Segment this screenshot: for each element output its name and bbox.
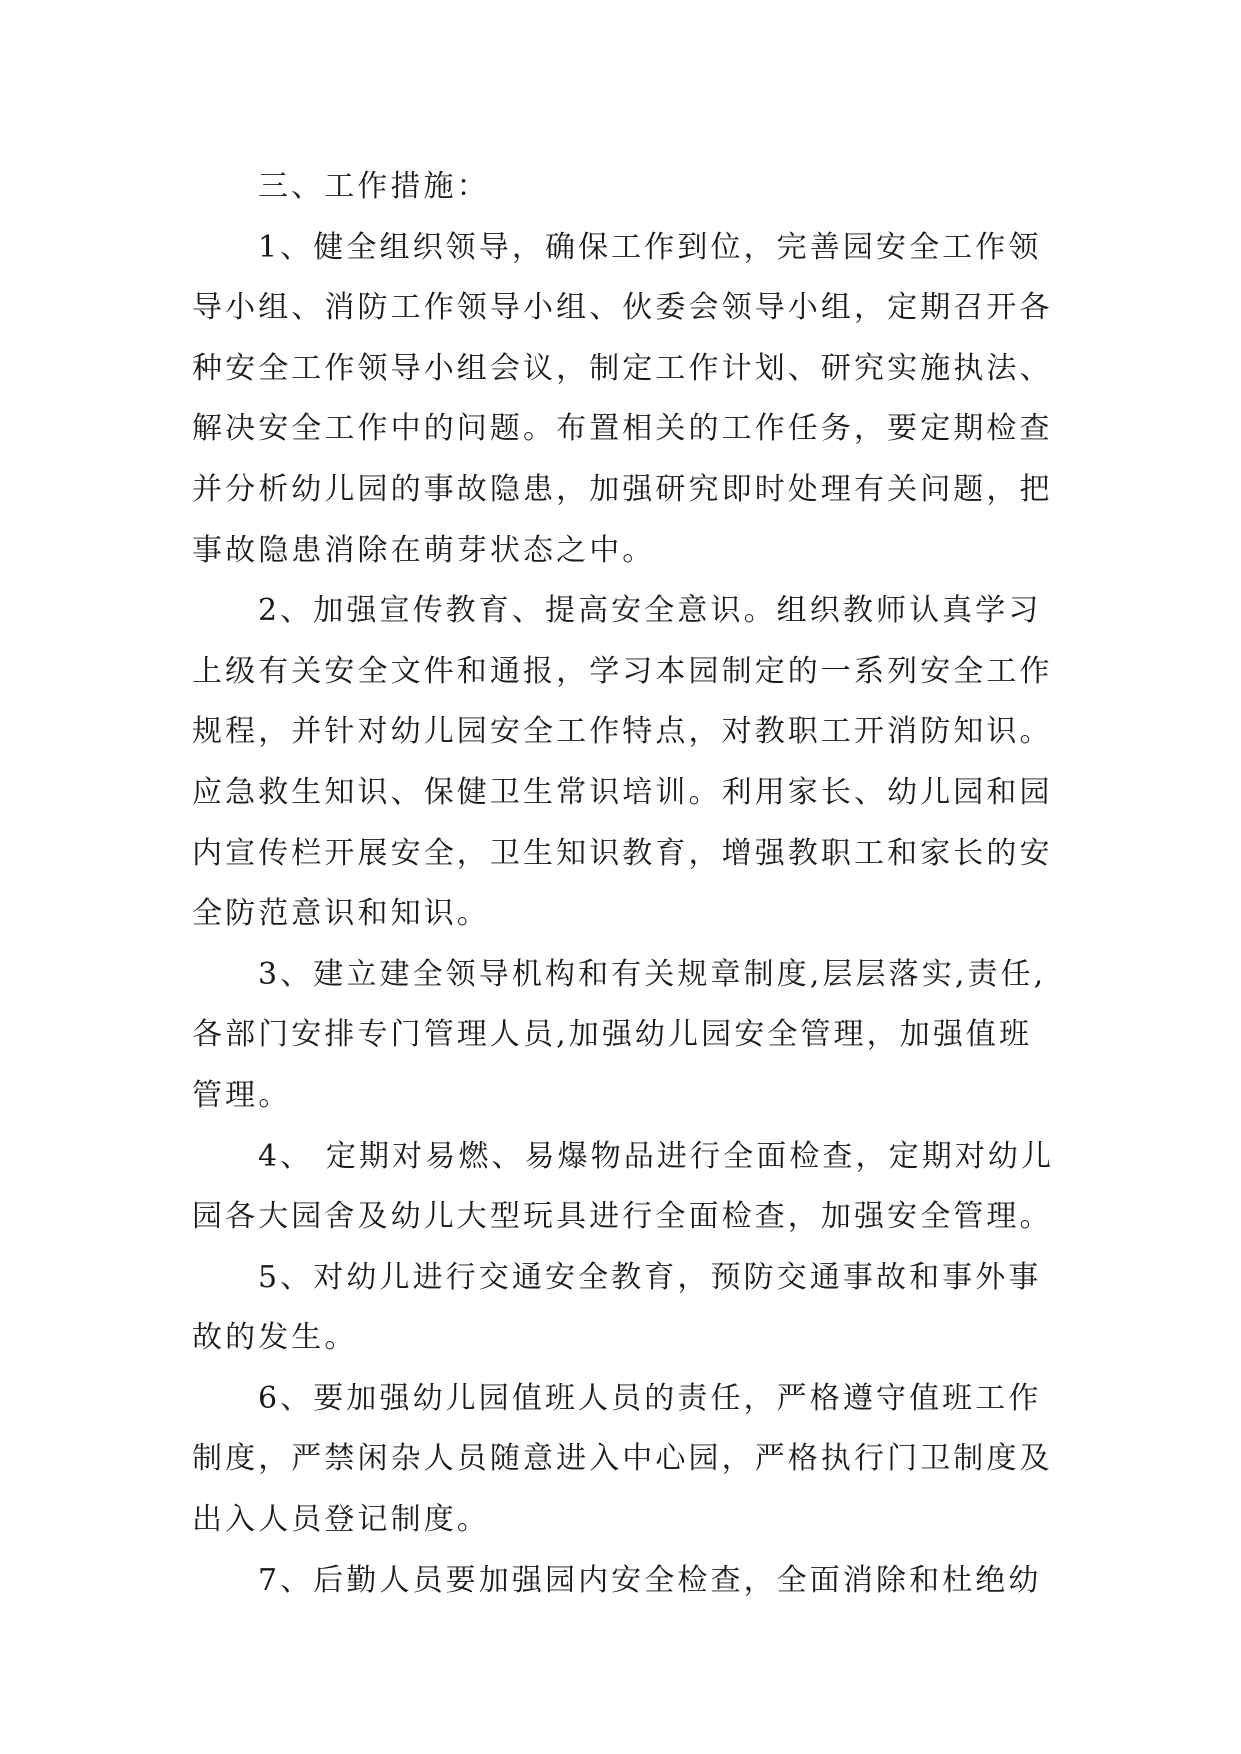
paragraph-line: 并分析幼儿园的事故隐患，加强研究即时处理有关问题，把 (192, 471, 1053, 507)
section-heading: 三、工作措施： (258, 169, 490, 204)
paragraph-line: 管理。 (192, 1077, 292, 1113)
paragraph-line: 园各大园舍及幼儿大型玩具进行全面检查，加强安全管理。 (192, 1199, 1053, 1235)
paragraph-4 (192, 1127, 1062, 1248)
paragraph-line: 解决安全工作中的问题。布置相关的工作任务，要定期检查 (192, 411, 1053, 447)
paragraph-6 (192, 1369, 1062, 1551)
paragraph-line: 事故隐患消除在萌芽状态之中。 (192, 532, 656, 568)
paragraph-line: 应急救生知识、保健卫生常识培训。利用家长、幼儿园和园 (192, 774, 1053, 810)
paragraph-line: 内宣传栏开展安全，卫生知识教育，增强教职工和家长的安 (192, 835, 1053, 871)
paragraph-line: 1、健全组织领导，确保工作到位，完善园安全工作领 (258, 229, 1042, 265)
paragraph-line: 3、建立建全领导机构和有关规章制度,层层落实,责任, (258, 956, 1047, 992)
paragraph-line: 7、后勤人员要加强园内安全检查，全面消除和杜绝幼 (258, 1562, 1042, 1598)
paragraph-line: 导小组、消防工作领导小组、伙委会领导小组，定期召开各 (192, 290, 1053, 326)
paragraph-1 (192, 218, 1062, 582)
paragraph-line: 制度，严禁闲杂人员随意进入中心园，严格执行门卫制度及 (192, 1441, 1053, 1477)
paragraph-line: 种安全工作领导小组会议，制定工作计划、研究实施执法、 (192, 350, 1053, 386)
paragraph-7 (192, 1551, 1062, 1612)
paragraph-line: 2、加强宣传教育、提高安全意识。组织教师认真学习 (258, 593, 1042, 629)
paragraph-line: 5、对幼儿进行交通安全教育，预防交通事故和事外事 (258, 1259, 1042, 1295)
paragraph-line: 故的发生。 (192, 1320, 358, 1356)
paragraph-line: 4、 定期对易燃、易爆物品进行全面检查，定期对幼儿 (258, 1138, 1055, 1174)
document-body (192, 157, 1062, 1611)
paragraph-5 (192, 1248, 1062, 1369)
paragraph-2 (192, 581, 1062, 945)
paragraph-3 (192, 945, 1062, 1127)
paragraph-line: 全防范意识和知识。 (192, 896, 490, 932)
paragraph-line: 各部门安排专门管理人员,加强幼儿园安全管理，加强值班 (192, 1017, 1033, 1053)
paragraph-line: 上级有关安全文件和通报，学习本园制定的一系列安全工作 (192, 653, 1053, 689)
paragraph-line: 出入人员登记制度。 (192, 1502, 490, 1538)
paragraph-line: 规程，并针对幼儿园安全工作特点，对教职工开消防知识。 (192, 714, 1053, 750)
paragraph-line: 6、要加强幼儿园值班人员的责任，严格遵守值班工作 (258, 1380, 1042, 1416)
